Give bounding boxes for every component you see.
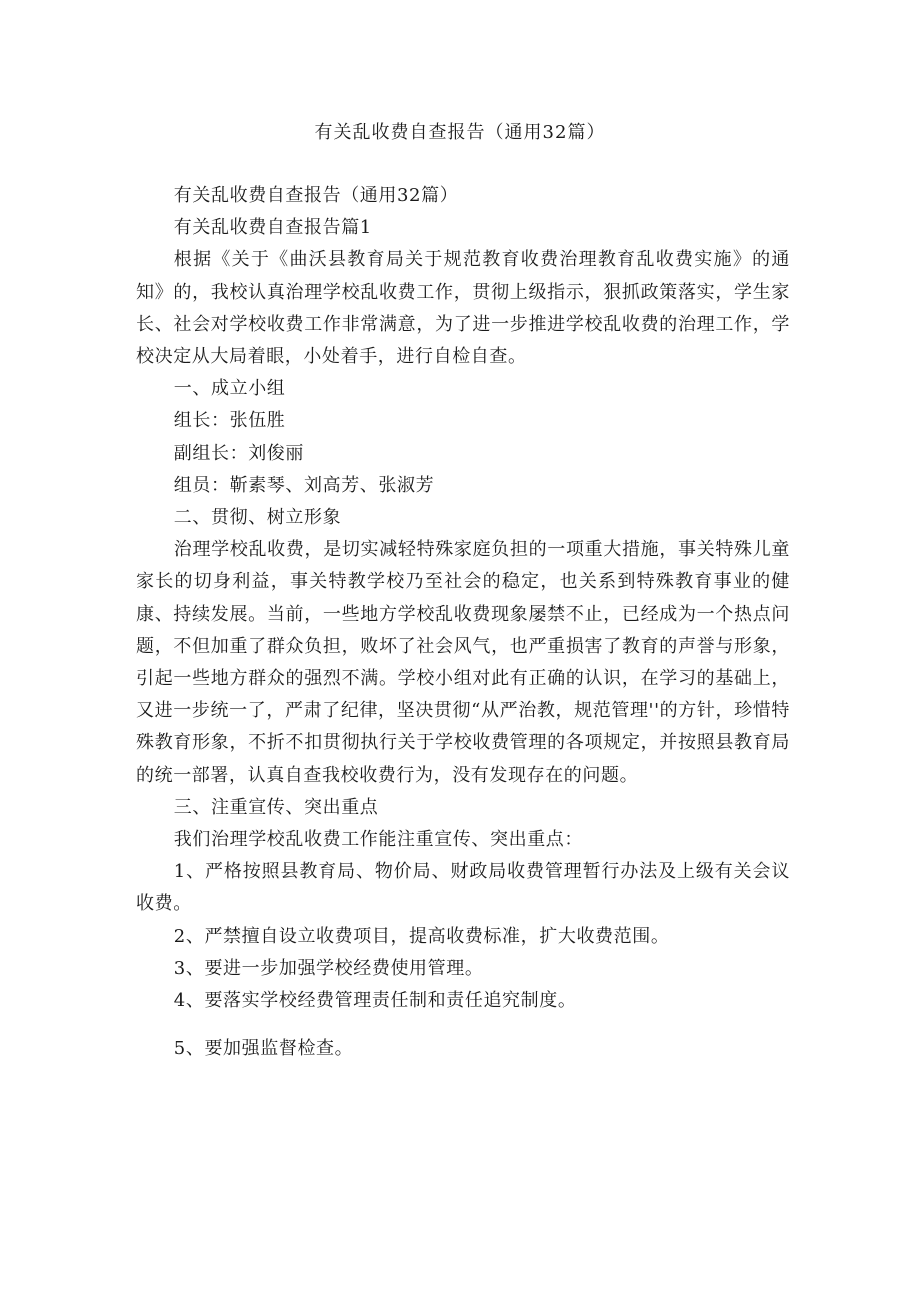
heading-implement-image: 二、贯彻、树立形象 [173, 507, 342, 529]
heading-publicity-focus: 三、注重宣传、突出重点 [173, 796, 379, 818]
heading-establish-group: 一、成立小组 [173, 378, 286, 400]
paragraph-intro: 根据《关于《曲沃县教育局关于规范教育收费治理教育乱收费实施》的通知》的，我校认真治理学校乱收费工作，贯彻上级指示，狠抓政策落实，学生家长、社会对学校收费工作非常满意，为了进一步推进学校乱收费的治理工作，学校决定从大局着眼，小处着手，进行自检自查。 [136, 249, 790, 368]
list-item-1: 1、严格按照县教育局、物价局、财政局收费管理暂行办法及上级有关会议收费。 [136, 861, 790, 915]
document-title: 有关乱收费自查报告（通用32篇） [314, 122, 606, 143]
group-leader: 组长：张伍胜 [173, 410, 286, 432]
paragraph-section-heading: 有关乱收费自查报告篇1 [173, 217, 372, 239]
group-members: 组员：靳素琴、刘高芳、张淑芳 [173, 474, 435, 496]
paragraph-publicity-intro: 我们治理学校乱收费工作能注重宣传、突出重点： [173, 829, 583, 851]
paragraph-subtitle: 有关乱收费自查报告（通用32篇） [173, 185, 459, 206]
deputy-group-leader: 副组长：刘俊丽 [173, 442, 304, 464]
list-item-5: 5、要加强监督检查。 [173, 1038, 354, 1060]
document-body [136, 180, 790, 1065]
list-item-4: 4、要落实学校经费管理责任制和责任追究制度。 [173, 990, 577, 1012]
paragraph-governance: 治理学校乱收费，是切实减轻特殊家庭负担的一项重大措施，事关特殊儿童家长的切身利益，事关特教学校乃至社会的稳定，也关系到特殊教育事业的健康、持续发展。当前，一些地方学校乱收费现象屡禁不止，已经成为一个热点问题，不但加重了群众负担，败坏了社会风气，也严重损害了教育的声誉与形象，引起一些地方群众的强烈不满。学校小组对此有正确的认识，在学习的基础上，又进一步统一了，严肃了纪律，坚决贯彻“从严治教，规范管理''的方针，珍惜特殊教育形象，不折不扣贯彻执行关于学校收费管理的各项规定，并按照县教育局的统一部署，认真自查我校收费行为，没有发现存在的问题。 [136, 539, 790, 786]
list-item-3: 3、要进一步加强学校经费使用管理。 [173, 957, 484, 979]
list-item-2: 2、严禁擅自设立收费项目，提高收费标准，扩大收费范围。 [173, 925, 670, 947]
